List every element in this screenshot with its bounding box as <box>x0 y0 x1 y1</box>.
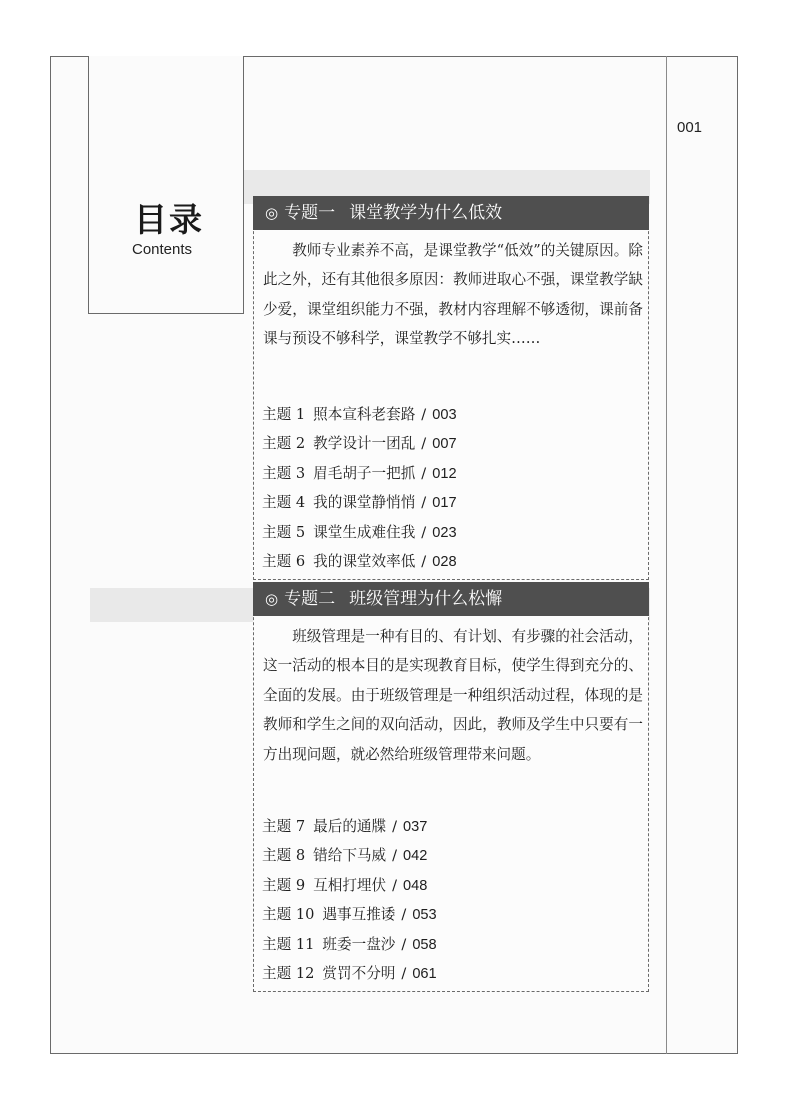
section-label: 专题二 <box>284 589 336 609</box>
separator: / <box>421 406 427 423</box>
toc-subtitle: Contents <box>132 241 193 258</box>
topic-entry[interactable] <box>262 812 642 841</box>
toc-title: 目录 <box>134 200 204 239</box>
topic-list <box>262 400 642 576</box>
separator: / <box>421 552 427 570</box>
topic-entry[interactable] <box>262 959 642 988</box>
topic-entry[interactable] <box>262 871 642 900</box>
topic-entry[interactable] <box>262 400 642 429</box>
page-number: 001 <box>677 119 703 136</box>
topic-entry[interactable] <box>262 547 642 576</box>
topic-title: 错给下马威 <box>313 847 387 865</box>
topic-title: 我的课堂效率低 <box>313 552 416 570</box>
section-header[interactable] <box>253 196 649 230</box>
separator: / <box>421 523 427 541</box>
topic-page: 042 <box>403 848 428 865</box>
topic-label: 主题 8 <box>262 847 306 865</box>
section-intro: 教师专业素养不高，是课堂教学“低效”的关键原因。除此之外，还有其他很多原因：教师进取心不强，课堂教学缺少爱，课堂组织能力不强，教材内容理解不够透彻，课前备课与预设不够科学，课堂教学不够扎实…… <box>263 242 643 348</box>
topic-label: 主题 6 <box>262 552 306 570</box>
topic-entry[interactable] <box>262 930 642 959</box>
separator: / <box>401 964 407 982</box>
separator: / <box>392 818 398 835</box>
topic-label: 主题 9 <box>262 876 306 894</box>
separator: / <box>421 494 427 512</box>
topic-title: 课堂生成难住我 <box>313 523 416 541</box>
topic-entry[interactable] <box>262 518 642 547</box>
topic-page: 028 <box>432 553 457 570</box>
margin-rule <box>666 56 667 1054</box>
topic-page: 053 <box>412 907 437 924</box>
topic-title: 眉毛胡子一把抓 <box>313 464 416 482</box>
topic-entry[interactable] <box>262 459 642 488</box>
separator: / <box>401 935 407 953</box>
topic-entry[interactable] <box>262 488 642 517</box>
section-label: 专题一 <box>284 203 336 223</box>
topic-title: 赏罚不分明 <box>322 964 396 982</box>
topic-title: 班委一盘沙 <box>322 935 396 953</box>
topic-page: 003 <box>432 407 457 423</box>
separator: / <box>392 876 398 894</box>
topic-page: 012 <box>432 465 457 482</box>
topic-label: 主题 2 <box>262 435 306 453</box>
separator: / <box>401 906 407 924</box>
toc-title-box <box>88 56 244 314</box>
topic-entry[interactable] <box>262 900 642 929</box>
topic-label: 主题 3 <box>262 464 306 482</box>
topic-title: 照本宣科老套路 <box>313 406 416 423</box>
topic-list <box>262 812 642 988</box>
topic-title: 最后的通牒 <box>313 818 387 835</box>
circle-bullet-icon: ◎ <box>265 204 279 222</box>
topic-page: 058 <box>412 936 437 953</box>
section-title: 班级管理为什么松懈 <box>349 589 503 609</box>
topic-label: 主题 7 <box>262 818 306 835</box>
section-intro: 班级管理是一种有目的、有计划、有步骤的社会活动，这一活动的根本目的是实现教育目标，使学生得到充分的、全面的发展。由于班级管理是一种组织活动过程，体现的是教师和学生之间的双向活动，因此，教师及学生中只要有一方出现问题，就必然给班级管理带来问题。 <box>263 628 643 763</box>
circle-bullet-icon: ◎ <box>265 590 279 608</box>
topic-title: 互相打埋伏 <box>313 876 387 894</box>
topic-page: 048 <box>403 877 428 894</box>
topic-page: 017 <box>432 495 457 512</box>
topic-page: 007 <box>432 436 457 453</box>
topic-label: 主题 4 <box>262 494 306 512</box>
section-title: 课堂教学为什么低效 <box>349 203 503 223</box>
topic-label: 主题 12 <box>262 964 315 982</box>
topic-page: 061 <box>412 965 437 982</box>
section-header[interactable] <box>253 582 649 616</box>
topic-entry[interactable] <box>262 429 642 458</box>
topic-page: 023 <box>432 524 457 541</box>
separator: / <box>421 464 427 482</box>
topic-title: 遇事互推诿 <box>322 906 396 924</box>
topic-label: 主题 10 <box>262 906 315 924</box>
topic-label: 主题 1 <box>262 406 306 423</box>
topic-title: 我的课堂静悄悄 <box>313 494 416 512</box>
separator: / <box>392 847 398 865</box>
topic-label: 主题 11 <box>262 935 315 953</box>
separator: / <box>421 435 427 453</box>
topic-label: 主题 5 <box>262 523 306 541</box>
topic-title: 教学设计一团乱 <box>313 435 416 453</box>
topic-entry[interactable] <box>262 841 642 870</box>
topic-page: 037 <box>403 819 428 835</box>
